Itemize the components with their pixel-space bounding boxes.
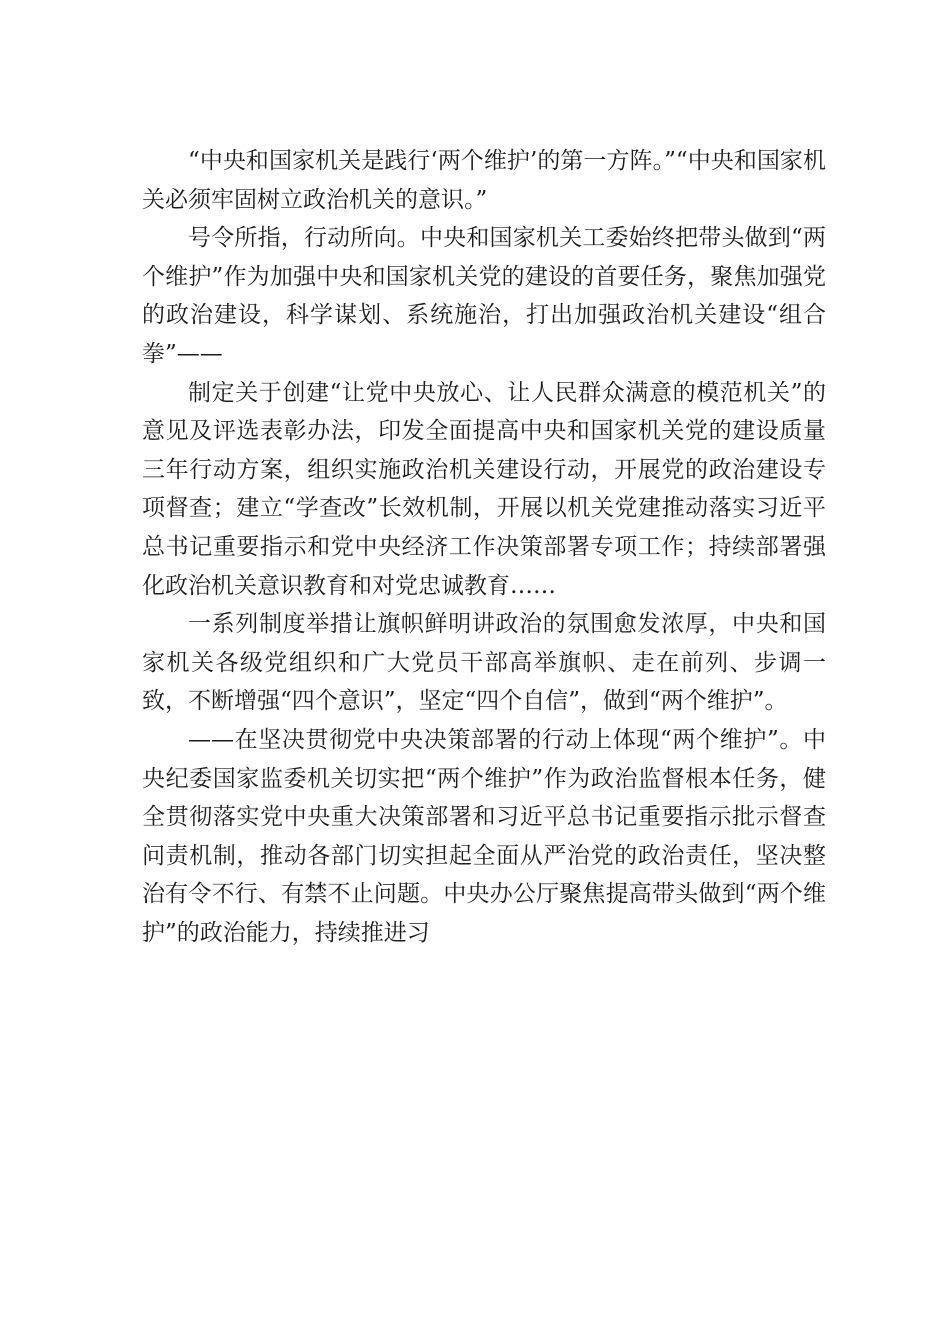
document-body bbox=[142, 142, 826, 952]
paragraph-4: 一系列制度举措让旗帜鲜明讲政治的氛围愈发浓厚，中央和国家机关各级党组织和广大党员干部高举旗帜、走在前列、步调一致，不断增强“四个意识”，坚定“四个自信”，做到“两个维护”。 bbox=[142, 611, 826, 715]
paragraph-3: 制定关于创建“让党中央放心、让人民群众满意的模范机关”的意见及评选表彰办法，印发全面提高中央和国家机关党的建设质量三年行动方案，组织实施政治机关建设行动，开展党的政治建设专项督查；建立“学查改”长效机制，开展以机关党建推动落实习近平总书记重要指示和党中央经济工作决策部署专项工作；持续部署强化政治机关意识教育和对党忠诚教育…… bbox=[142, 379, 826, 599]
paragraph-5: ——在坚决贯彻党中央决策部署的行动上体现“两个维护”。中央纪委国家监委机关切实把“两个维护”作为政治监督根本任务，健全贯彻落实党中央重大决策部署和习近平总书记重要指示批示督查问责机制，推动各部门切实担起全面从严治党的政治责任，坚决整治有令不行、有禁不止问题。中央办公厅聚焦提高带头做到“两个维护”的政治能力，持续推进习 bbox=[142, 726, 826, 946]
paragraph-1: “中央和国家机关是践行‘两个维护’的第一方阵。”“中央和国家机关必须牢固树立政治机关的意识。” bbox=[142, 148, 826, 213]
paragraph-2: 号令所指，行动所向。中央和国家机关工委始终把带头做到“两个维护”作为加强中央和国家机关党的建设的首要任务，聚焦加强党的政治建设，科学谋划、系统施治，打出加强政治机关建设“组合拳”—— bbox=[142, 225, 826, 367]
